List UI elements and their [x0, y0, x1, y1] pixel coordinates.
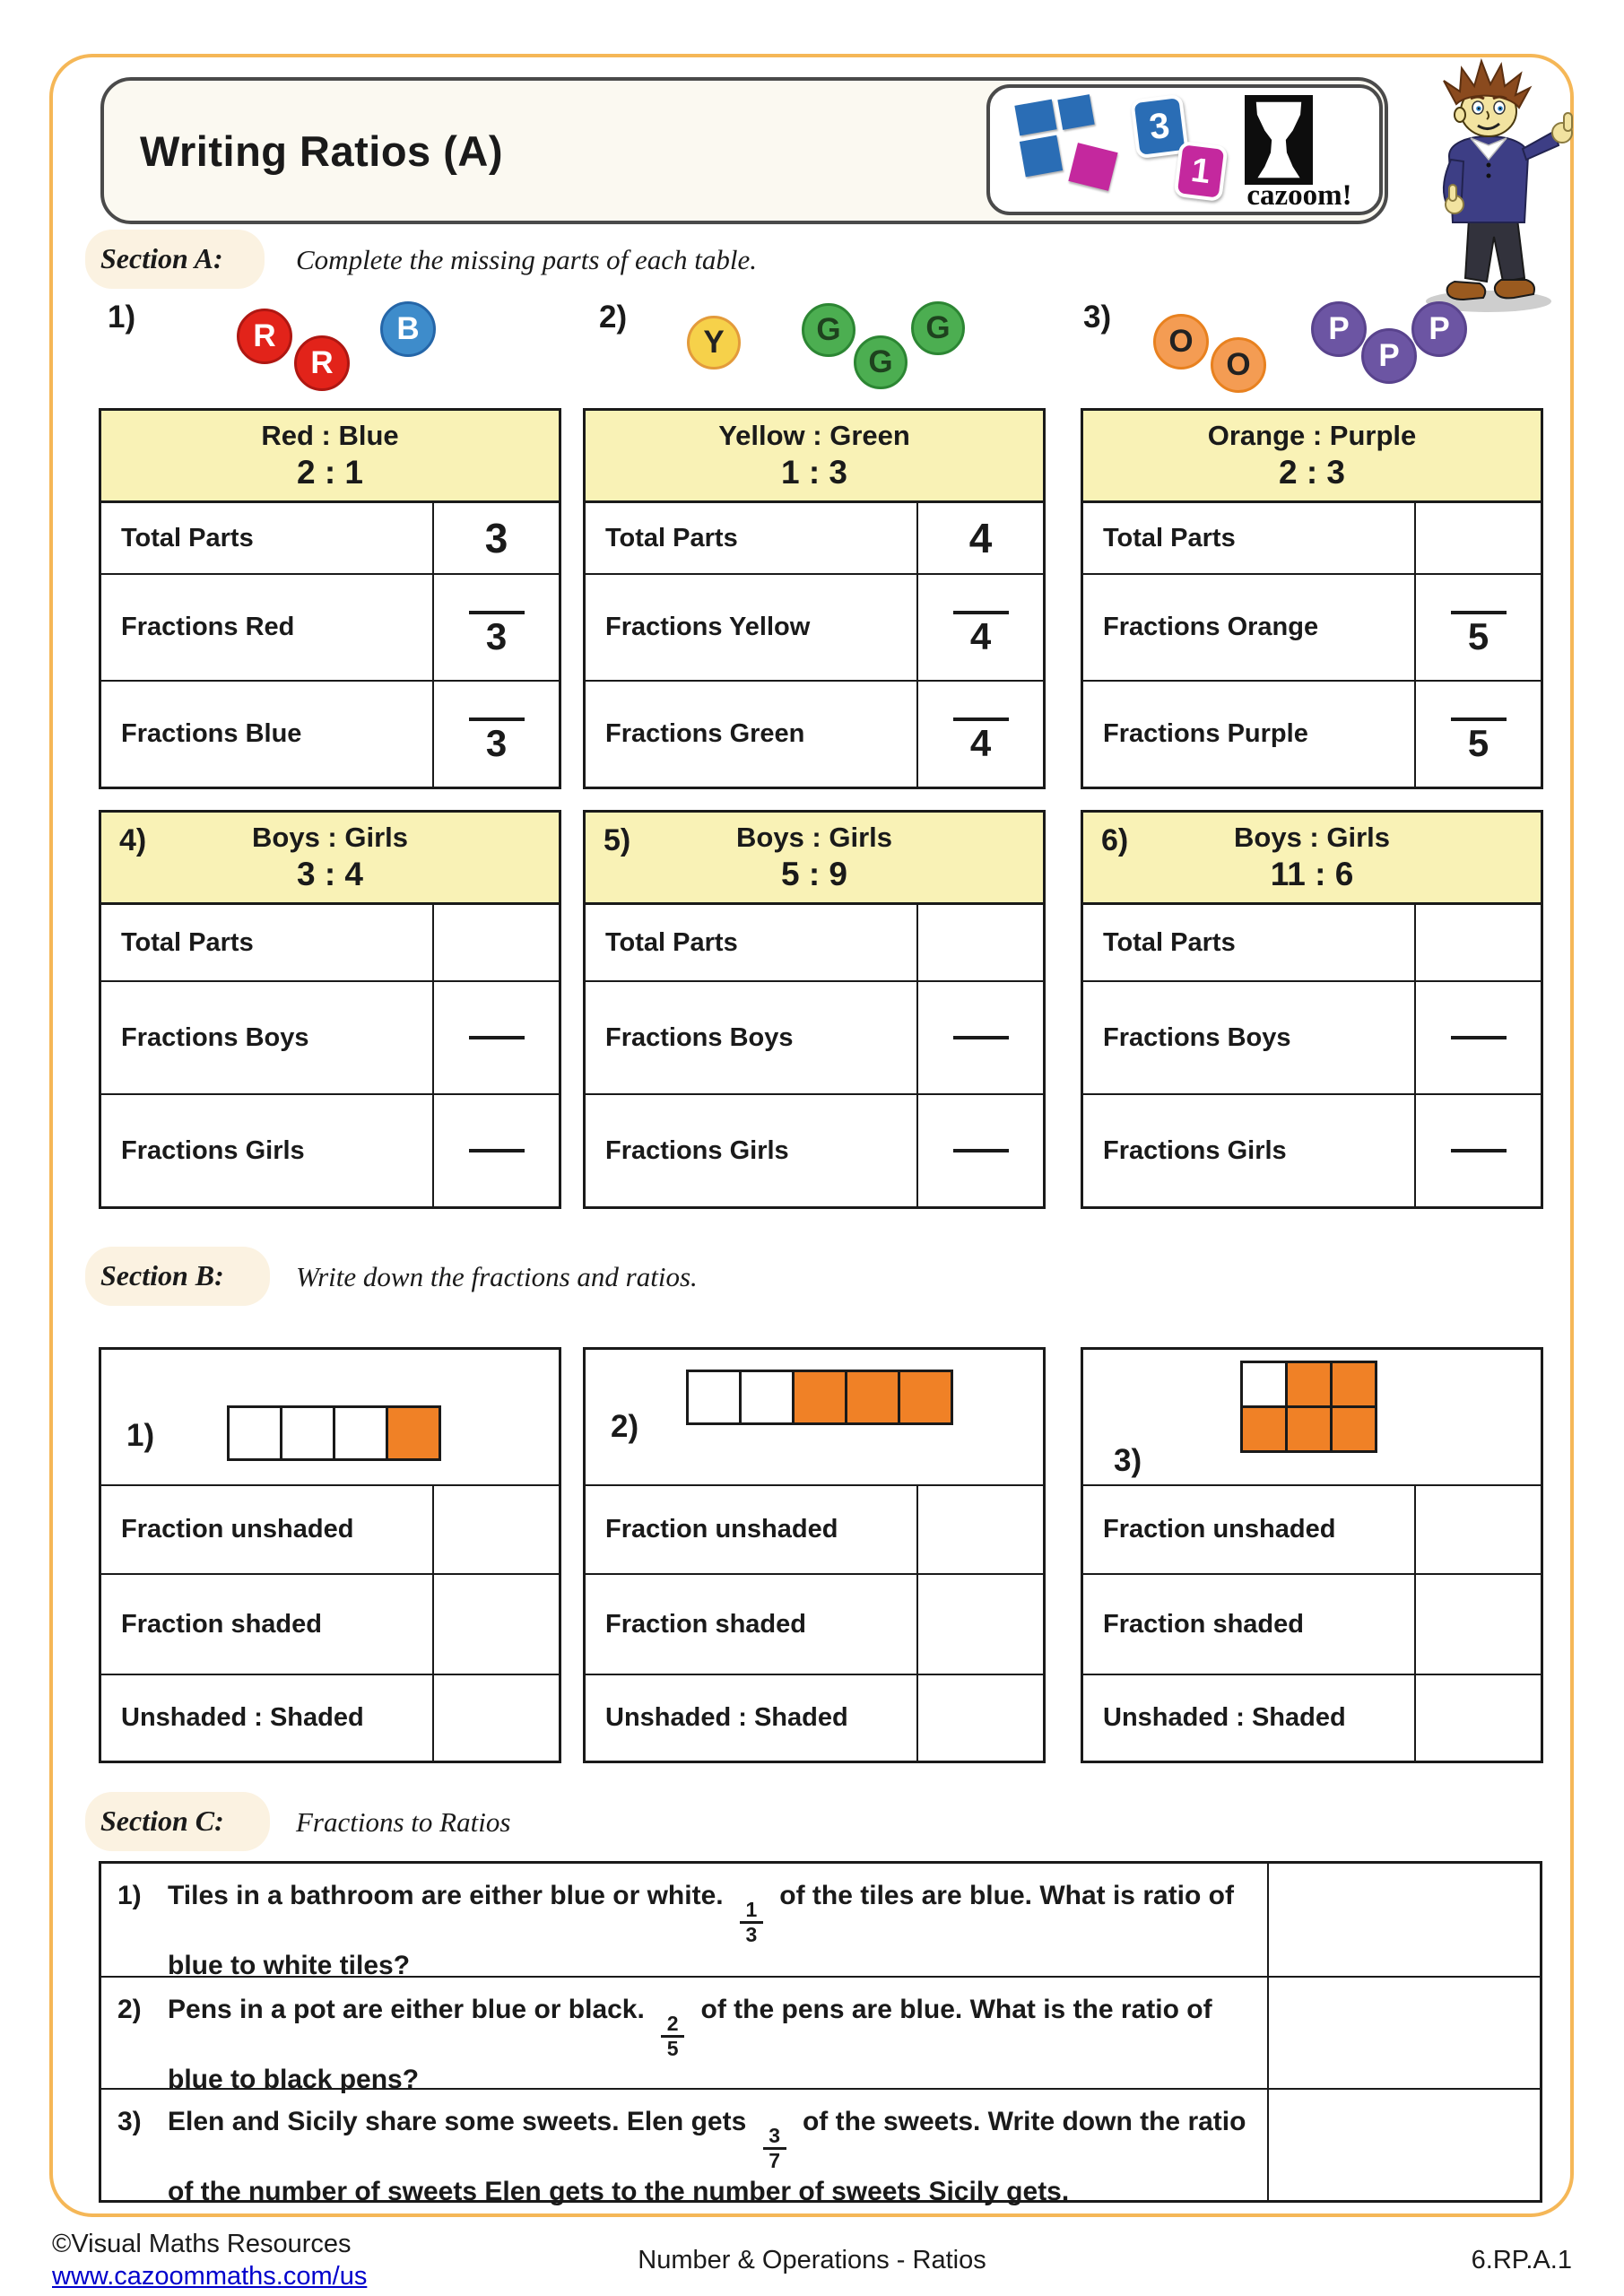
ratio-table — [99, 408, 561, 789]
ratio-table-title: Boys : Girls — [736, 822, 892, 853]
section-c-instruction: Fractions to Ratios — [296, 1806, 511, 1838]
table-row — [1083, 1674, 1541, 1761]
row-label: Fractions Boys — [121, 1022, 309, 1052]
row-label: Fractions Girls — [1103, 1135, 1287, 1165]
counter-group-number: 2) — [599, 300, 628, 335]
question-number: 3) — [117, 2107, 142, 2136]
section-a-instruction: Complete the missing parts of each table. — [296, 244, 758, 275]
ratio-table — [1081, 810, 1543, 1209]
ratio-table — [583, 810, 1046, 1209]
table-row — [586, 1486, 1043, 1573]
logo-goblet-icon — [1245, 95, 1313, 185]
answer-cell — [916, 1575, 1043, 1674]
row-label: Fractions Girls — [605, 1135, 789, 1165]
unshaded-square — [333, 1405, 388, 1461]
answer-cell — [432, 1095, 559, 1206]
fraction-denominator: 4 — [969, 721, 992, 764]
answer-cell — [916, 1095, 1043, 1206]
diagram-cell — [1083, 1350, 1541, 1486]
table-row — [101, 980, 559, 1093]
ratio-table-ratio: 2 : 3 — [1278, 454, 1346, 491]
row-label: Fractions Red — [121, 613, 295, 641]
row-label: Unshaded : Shaded — [121, 1703, 364, 1732]
answer-cell — [1414, 1486, 1541, 1573]
row-label: Fractions Boys — [1103, 1022, 1291, 1052]
row-label: Fraction unshaded — [605, 1515, 838, 1544]
answer-cell — [1414, 682, 1541, 787]
ratio-table-title: Boys : Girls — [252, 822, 408, 853]
table-row — [101, 905, 559, 980]
diagram-row — [1240, 1361, 1377, 1408]
logo-brand-text: cazoom! — [1246, 179, 1352, 212]
ratio-table-ratio: 3 : 4 — [296, 856, 364, 892]
counter-circle-purple: P — [1361, 328, 1417, 384]
shaded-square — [1330, 1405, 1377, 1453]
section-c-label: Section C: — [100, 1805, 224, 1837]
table-row — [101, 573, 559, 680]
table-row — [101, 1674, 559, 1761]
fraction-blank-numerator — [953, 611, 1009, 659]
shaded-square — [1330, 1361, 1377, 1408]
question-number: 2) — [117, 1995, 142, 2024]
answer-cell — [1414, 905, 1541, 980]
section-c-table — [99, 1861, 1542, 2206]
fraction-answer-line — [469, 1149, 525, 1152]
table-row — [586, 680, 1043, 787]
row-label: Fractions Girls — [121, 1135, 305, 1165]
counter-circle-red: R — [294, 335, 350, 391]
ratio-table-ratio: 5 : 9 — [780, 856, 848, 892]
section-a-label: Section A: — [100, 242, 223, 274]
shaded-square — [386, 1405, 441, 1461]
unshaded-square — [1240, 1361, 1288, 1408]
fraction-denominator: 5 — [666, 2037, 679, 2060]
diagram-cell — [586, 1350, 1043, 1486]
answer-cell — [1414, 1575, 1541, 1674]
diagram-row — [227, 1405, 441, 1461]
answer-cell — [1267, 1864, 1540, 1976]
counter-group-number: 3) — [1083, 300, 1112, 335]
answer-cell — [916, 1486, 1043, 1573]
shaded-square — [1285, 1405, 1333, 1453]
row-label: Total Parts — [1103, 927, 1236, 957]
counter-circle-orange: O — [1153, 314, 1209, 370]
fraction-answer-line — [1451, 1149, 1507, 1152]
diagram-row — [1240, 1405, 1377, 1453]
table-row — [1083, 1573, 1541, 1674]
block-number: 2) — [611, 1409, 639, 1444]
counter-circle-orange: O — [1211, 337, 1266, 393]
ratio-table-title: Yellow : Green — [718, 420, 910, 451]
answer-cell — [1267, 2090, 1540, 2200]
row-label: Total Parts — [605, 927, 738, 957]
inline-fraction — [763, 2125, 786, 2172]
answer-cell — [1414, 503, 1541, 573]
fraction-denominator: 3 — [485, 721, 508, 764]
unshaded-square — [739, 1370, 795, 1425]
inline-fraction — [661, 2013, 684, 2060]
shaded-squares-diagram — [686, 1370, 953, 1425]
shaded-square — [1240, 1405, 1288, 1453]
fraction-denominator: 5 — [1467, 721, 1489, 764]
table-row — [101, 503, 559, 573]
table-row — [1083, 1093, 1541, 1206]
question-number: 1) — [117, 1881, 142, 1910]
ratio-table — [583, 408, 1046, 789]
shaded-square — [898, 1370, 953, 1425]
table-row — [586, 1674, 1043, 1761]
cell-value: 3 — [484, 515, 508, 561]
row-label: Fraction shaded — [605, 1609, 806, 1639]
table-row — [1083, 980, 1541, 1093]
unshaded-square — [686, 1370, 742, 1425]
logo-magenta-tile-icon — [1068, 143, 1117, 191]
table-row — [1083, 905, 1541, 980]
question-cell — [101, 2090, 1267, 2206]
counter-circle-purple: P — [1311, 301, 1367, 357]
fraction-blank-numerator — [953, 718, 1009, 766]
question-cell — [101, 1864, 1267, 1980]
counter-circle-red: R — [237, 309, 292, 364]
table-row — [1083, 680, 1541, 787]
fraction-answer-line — [953, 1149, 1009, 1152]
answer-cell — [916, 682, 1043, 787]
cazoom-logo — [986, 84, 1383, 215]
ratio-table-ratio: 11 : 6 — [1270, 856, 1354, 892]
counter-circle-blue: B — [380, 301, 436, 357]
table-row — [586, 905, 1043, 980]
inline-fraction — [740, 1899, 763, 1946]
row-label: Total Parts — [605, 523, 738, 552]
table-row — [586, 980, 1043, 1093]
table-number: 5) — [604, 823, 631, 857]
fraction-answer-line — [1451, 1036, 1507, 1039]
logo-blue-tile-icon — [1057, 94, 1094, 130]
table-row — [1083, 503, 1541, 573]
answer-cell — [432, 1675, 559, 1761]
row-label: Fractions Purple — [1103, 719, 1308, 748]
row-label: Fractions Boys — [605, 1022, 794, 1052]
counter-circle-purple: P — [1411, 301, 1467, 357]
question-text: Elen and Sicily share some sweets. Elen gets $\frac{3}{7}$ of the sweets. Write down the ratio of the number of sweets Elen gets to the number of sweets Sicily gets. — [168, 2107, 1246, 2206]
fraction-denominator: 4 — [969, 614, 992, 657]
answer-cell — [1267, 1978, 1540, 2088]
ratio-table-header — [1083, 813, 1541, 905]
answer-cell — [1414, 1095, 1541, 1206]
logo-number-3: 3 — [1147, 105, 1172, 147]
answer-cell — [432, 575, 559, 680]
shaded-squares-diagram — [1240, 1361, 1377, 1453]
fraction-blank-numerator — [1451, 718, 1507, 766]
answer-cell — [1414, 982, 1541, 1093]
question-cell — [101, 1978, 1267, 2094]
page-title: Writing Ratios (A) — [140, 126, 503, 175]
row-label: Fraction shaded — [1103, 1609, 1304, 1639]
shaded-square — [792, 1370, 847, 1425]
row-label: Unshaded : Shaded — [605, 1703, 848, 1732]
ratio-table-header — [101, 813, 559, 905]
ratio-table-ratio: 1 : 3 — [780, 454, 848, 491]
logo-blue-tile-icon — [1014, 100, 1056, 136]
counter-circle-green: G — [911, 301, 965, 355]
mascot-character — [1392, 56, 1585, 317]
question-text: Pens in a pot are either blue or black. $\frac{2}{5}$ of the pens are blue. What is the ratio of blue to black pens? — [168, 1995, 1212, 2094]
section-b-label: Section B: — [100, 1259, 224, 1292]
question-text: Tiles in a bathroom are either blue or white. $\frac{1}{3}$ of the tiles are blue. What is ratio of blue to white tiles? — [168, 1881, 1234, 1980]
shaded-square — [1285, 1361, 1333, 1408]
table-row — [586, 503, 1043, 573]
row-label: Fraction shaded — [121, 1609, 322, 1639]
fraction-denominator: 7 — [769, 2149, 781, 2172]
ratio-table-header — [101, 411, 559, 503]
row-label: Fraction unshaded — [121, 1515, 354, 1544]
fraction-blank-numerator — [469, 718, 525, 766]
table-row — [101, 1093, 559, 1206]
ratio-table-header — [586, 813, 1043, 905]
diagram-cell — [101, 1350, 559, 1486]
row-label: Total Parts — [121, 523, 254, 552]
table-row — [101, 680, 559, 787]
table-number: 4) — [119, 823, 147, 857]
question-row — [101, 1976, 1540, 2094]
fraction-blank-numerator — [469, 611, 525, 659]
ratio-table — [99, 810, 561, 1209]
fraction-denominator: 3 — [745, 1923, 758, 1946]
shaded-squares-diagram — [227, 1405, 441, 1461]
row-label: Fractions Blue — [121, 719, 302, 748]
footer-standard-code: 6.RP.A.1 — [1471, 2246, 1572, 2274]
answer-cell — [432, 503, 559, 573]
answer-cell — [916, 575, 1043, 680]
logo-number-1: 1 — [1189, 151, 1213, 191]
fraction-numerator: 1 — [745, 1898, 758, 1921]
fraction-numerator: 3 — [769, 2124, 781, 2147]
table-row — [586, 573, 1043, 680]
block-number: 3) — [1114, 1443, 1142, 1478]
answer-cell — [432, 1575, 559, 1674]
table-row — [101, 1573, 559, 1674]
fraction-answer-line — [469, 1036, 525, 1039]
answer-cell — [916, 905, 1043, 980]
ratio-table-header — [586, 411, 1043, 503]
block-number: 1) — [126, 1418, 155, 1453]
ratio-table-title: Boys : Girls — [1234, 822, 1390, 853]
table-row — [586, 1573, 1043, 1674]
answer-cell — [916, 1675, 1043, 1761]
cell-value: 4 — [968, 515, 993, 561]
row-label: Fractions Yellow — [605, 613, 811, 641]
row-label: Fractions Green — [605, 719, 805, 748]
answer-cell — [1414, 575, 1541, 680]
row-label: Fraction unshaded — [1103, 1515, 1336, 1544]
fraction-blank-numerator — [1451, 611, 1507, 659]
fraction-block — [1081, 1347, 1543, 1763]
ratio-table-title: Red : Blue — [261, 420, 399, 451]
row-label: Total Parts — [1103, 523, 1236, 552]
table-row — [586, 1093, 1043, 1206]
fraction-block — [99, 1347, 561, 1763]
ratio-table-header — [1083, 411, 1541, 503]
counter-circle-green: G — [854, 335, 908, 389]
ratio-table — [1081, 408, 1543, 789]
answer-cell — [916, 503, 1043, 573]
counter-circle-yellow: Y — [687, 316, 741, 370]
table-row — [1083, 573, 1541, 680]
answer-cell — [432, 1486, 559, 1573]
fraction-numerator: 2 — [666, 2012, 679, 2035]
answer-cell — [432, 982, 559, 1093]
answer-cell — [916, 982, 1043, 1093]
answer-cell — [432, 905, 559, 980]
logo-blue-tile-icon — [1020, 135, 1063, 178]
footer-link[interactable]: www.cazoommaths.com/us — [52, 2262, 368, 2291]
unshaded-square — [227, 1405, 282, 1461]
row-label: Fractions Orange — [1103, 613, 1319, 641]
counter-circle-green: G — [802, 303, 855, 357]
table-row — [101, 1486, 559, 1573]
question-row — [101, 2088, 1540, 2206]
unshaded-square — [280, 1405, 335, 1461]
answer-cell — [432, 682, 559, 787]
ratio-table-title: Orange : Purple — [1207, 420, 1417, 451]
fraction-answer-line — [953, 1036, 1009, 1039]
counter-group-number: 1) — [108, 300, 136, 335]
answer-cell — [1414, 1675, 1541, 1761]
fraction-denominator: 3 — [485, 614, 508, 657]
row-label: Total Parts — [121, 927, 254, 957]
footer-credit: ©Visual Maths Resources — [52, 2230, 352, 2258]
diagram-row — [686, 1370, 953, 1425]
section-b-instruction: Write down the fractions and ratios. — [296, 1261, 698, 1292]
question-row — [101, 1864, 1540, 1980]
fraction-denominator: 5 — [1467, 614, 1489, 657]
table-number: 6) — [1101, 823, 1129, 857]
shaded-square — [845, 1370, 900, 1425]
footer-center-text: Number & Operations - Ratios — [638, 2246, 986, 2274]
row-label: Unshaded : Shaded — [1103, 1703, 1346, 1732]
fraction-block — [583, 1347, 1046, 1763]
table-row — [1083, 1486, 1541, 1573]
ratio-table-ratio: 2 : 1 — [296, 454, 364, 491]
